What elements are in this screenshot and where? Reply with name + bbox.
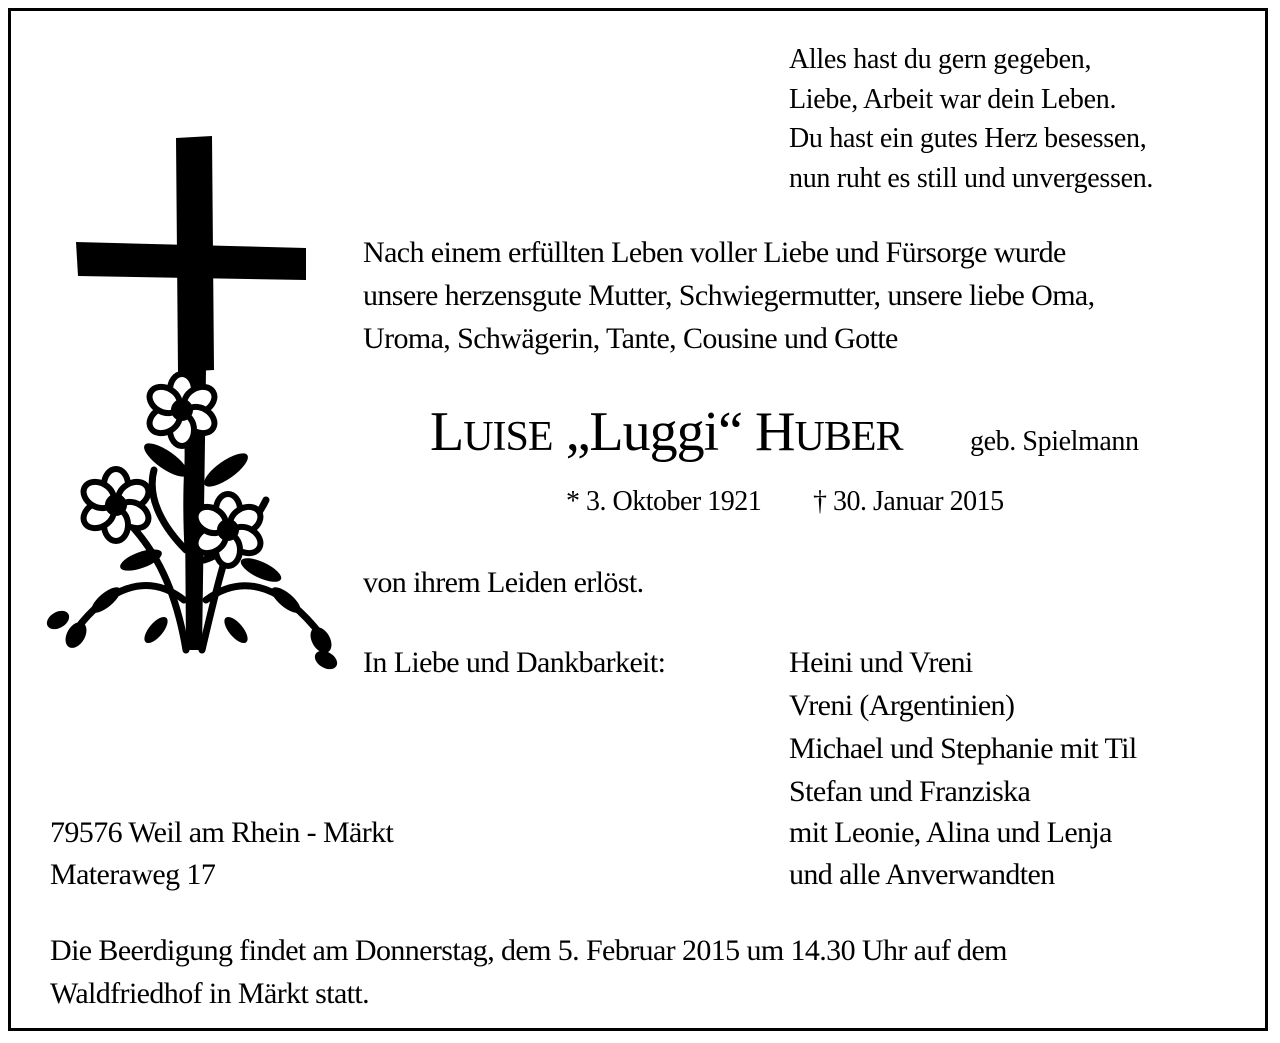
poem-line-3: Du hast ein gutes Herz besessen,: [789, 123, 1147, 154]
mourner-line-4: Stefan und Franziska: [789, 775, 1031, 808]
intro-line-2: unsere herzensgute Mutter, Schwiegermutter, unsere liebe Oma,: [363, 279, 1095, 312]
intro-line-3: Uroma, Schwägerin, Tante, Cousine und Gotte: [363, 322, 898, 355]
funeral-line-1: Die Beerdigung findet am Donnerstag, dem 5. Februar 2015 um 14.30 Uhr auf dem: [50, 934, 1007, 967]
last-rest: UBER: [794, 414, 903, 460]
mourners-label: In Liebe und Dankbarkeit:: [363, 646, 666, 679]
funeral-line-2: Waldfriedhof in Märkt statt.: [50, 977, 370, 1010]
first-rest: UISE: [463, 414, 553, 460]
flower-left: [79, 469, 153, 541]
poem-line-2: Liebe, Arbeit war dein Leben.: [789, 84, 1117, 115]
poem-line-4: nun ruht es still und unvergessen.: [789, 163, 1154, 194]
release-text: von ihrem Leiden erlöst.: [363, 566, 644, 599]
mourner-line-6: und alle Anverwandten: [789, 858, 1055, 891]
cross-horizontal-beam: [76, 242, 306, 280]
cross-with-flowers-icon: [36, 130, 346, 690]
flower-top: [145, 374, 219, 446]
intro-line-1: Nach einem erfüllten Leben voller Liebe und Fürsorge wurde: [363, 236, 1066, 269]
last-initial: H: [755, 401, 795, 463]
flower-right: [191, 494, 265, 566]
nickname: „Luggi“: [552, 401, 756, 463]
address-street: Materaweg 17: [50, 858, 216, 891]
birth-date: * 3. Oktober 1921: [566, 486, 762, 517]
deceased-name: [430, 401, 903, 463]
mourner-line-2: Vreni (Argentinien): [789, 689, 1015, 722]
mourner-line-1: Heini und Vreni: [789, 646, 973, 679]
mourner-line-3: Michael und Stephanie mit Til: [789, 732, 1137, 765]
mourner-line-5: mit Leonie, Alina und Lenja: [789, 816, 1112, 849]
first-initial: L: [430, 401, 464, 463]
address-city: 79576 Weil am Rhein - Märkt: [50, 816, 394, 849]
poem-line-1: Alles hast du gern gegeben,: [789, 44, 1092, 75]
birth-name: geb. Spielmann: [970, 426, 1139, 457]
death-date: † 30. Januar 2015: [813, 486, 1004, 517]
